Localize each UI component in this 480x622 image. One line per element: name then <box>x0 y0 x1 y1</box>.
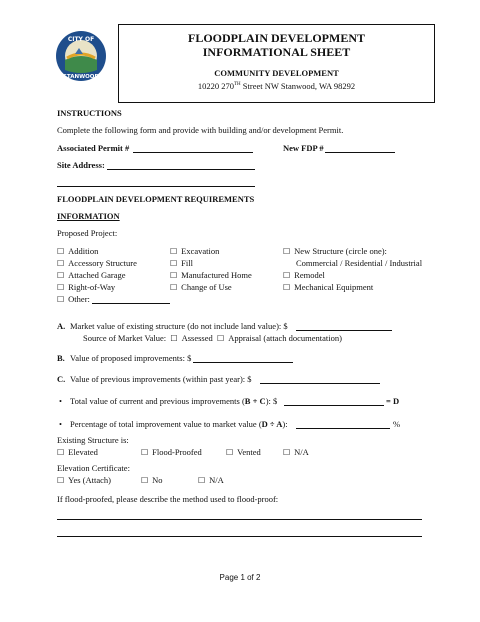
structure-type-choices[interactable]: Commercial / Residential / Industrial <box>296 258 423 268</box>
source-of-market-value: Source of Market Value: ☐ Assessed ☐ Appraisal (attach documentation) <box>83 333 342 343</box>
option-right-of-way[interactable]: ☐ Right-of-Way <box>57 282 116 292</box>
checkbox-icon[interactable]: ☐ <box>170 271 178 280</box>
department-address: 10220 270TH Street NW Stanwood, WA 98292 <box>197 80 356 91</box>
bullet-icon: • <box>59 419 62 429</box>
option-other[interactable]: ☐ Other: <box>57 294 90 304</box>
checkbox-icon[interactable]: ☐ <box>198 476 206 485</box>
instructions-text: Complete the following form and provide with building and/or development Permit. <box>57 125 344 135</box>
seal-top-text: CITY OF <box>67 36 95 43</box>
proposed-project-label: Proposed Project: <box>57 228 118 238</box>
header-box <box>118 24 435 103</box>
checkbox-icon[interactable]: ☐ <box>57 295 65 304</box>
other-field[interactable] <box>92 294 170 304</box>
percentage-text: Percentage of total improvement value to market value (D ÷ A): <box>70 419 288 429</box>
percentage-suffix: % <box>393 419 401 429</box>
elevation-certificate-label: Elevation Certificate: <box>57 463 130 473</box>
checkbox-icon[interactable]: ☐ <box>170 283 178 292</box>
existing-structure-label: Existing Structure is: <box>57 435 129 445</box>
checkbox-icon[interactable]: ☐ <box>283 271 291 280</box>
checkbox-icon[interactable]: ☐ <box>283 247 291 256</box>
total-suffix: = D <box>386 396 400 406</box>
existing-vented[interactable]: ☐ Vented <box>226 447 261 457</box>
existing-na[interactable]: ☐ N/A <box>283 447 309 457</box>
checkbox-icon[interactable]: ☐ <box>57 476 65 485</box>
checkbox-icon[interactable]: ☐ <box>57 271 65 280</box>
checkbox-icon[interactable]: ☐ <box>57 448 65 457</box>
checkbox-icon[interactable]: ☐ <box>57 259 65 268</box>
checkbox-icon[interactable]: ☐ <box>141 448 149 457</box>
new-fdp-label: New FDP # <box>283 143 324 153</box>
requirements-heading: FLOODPLAIN DEVELOPMENT REQUIREMENTS <box>57 194 255 204</box>
item-b-text: Value of proposed improvements: $ <box>70 353 192 363</box>
option-fill[interactable]: ☐ Fill <box>170 258 193 268</box>
floodproof-label: If flood-proofed, please describe the method used to flood-proof: <box>57 494 279 504</box>
checkbox-icon[interactable]: ☐ <box>217 334 225 343</box>
source-assessed[interactable]: Assessed <box>181 333 213 343</box>
item-b-label: B. <box>57 353 65 363</box>
existing-elevated[interactable]: ☐ Elevated <box>57 447 98 457</box>
city-seal-logo <box>55 30 107 82</box>
previous-improvements-field[interactable] <box>260 374 380 384</box>
checkbox-icon[interactable]: ☐ <box>283 448 291 457</box>
checkbox-icon[interactable]: ☐ <box>170 247 178 256</box>
floodproof-line-2[interactable] <box>57 536 422 537</box>
title-line-2: INFORMATIONAL SHEET <box>202 45 351 59</box>
checkbox-icon[interactable]: ☐ <box>226 448 234 457</box>
option-change-of-use[interactable]: ☐ Change of Use <box>170 282 232 292</box>
site-address-label: Site Address: <box>57 160 105 170</box>
option-new-structure[interactable]: ☐ New Structure (circle one): <box>283 246 387 256</box>
source-appraisal[interactable]: Appraisal (attach documentation) <box>228 333 342 343</box>
floodproof-line-1[interactable] <box>57 519 422 520</box>
market-value-field[interactable] <box>296 321 392 331</box>
checkbox-icon[interactable]: ☐ <box>57 283 65 292</box>
checkbox-icon[interactable]: ☐ <box>57 247 65 256</box>
item-a-label: A. <box>57 321 66 331</box>
associated-permit-field[interactable] <box>133 143 253 153</box>
item-c-label: C. <box>57 374 66 384</box>
option-manufactured-home[interactable]: ☐ Manufactured Home <box>170 270 252 280</box>
option-mechanical-equipment[interactable]: ☐ Mechanical Equipment <box>283 282 374 292</box>
item-c-text: Value of previous improvements (within past year): $ <box>70 374 252 384</box>
page-number: Page 1 of 2 <box>219 573 261 582</box>
total-value-text: Total value of current and previous improvements (B + C): $ <box>70 396 278 406</box>
option-excavation[interactable]: ☐ Excavation <box>170 246 220 256</box>
checkbox-icon[interactable]: ☐ <box>170 334 178 343</box>
percentage-field[interactable] <box>296 419 390 429</box>
elevation-yes[interactable]: ☐ Yes (Attach) <box>57 475 111 485</box>
item-a-text: Market value of existing structure (do not include land value): $ <box>70 321 288 331</box>
option-remodel[interactable]: ☐ Remodel <box>283 270 325 280</box>
checkbox-icon[interactable]: ☐ <box>170 259 178 268</box>
bullet-icon: • <box>59 396 62 406</box>
title-line-1: FLOODPLAIN DEVELOPMENT <box>187 31 365 45</box>
associated-permit-label: Associated Permit # <box>57 143 130 153</box>
option-addition[interactable]: ☐ Addition <box>57 246 99 256</box>
elevation-no[interactable]: ☐ No <box>141 475 163 485</box>
option-attached-garage[interactable]: ☐ Attached Garage <box>57 270 126 280</box>
information-heading: INFORMATION <box>57 211 120 221</box>
instructions-heading: INSTRUCTIONS <box>57 108 122 118</box>
proposed-improvements-field[interactable] <box>193 353 293 363</box>
seal-bottom-text: STANWOOD <box>62 74 100 80</box>
checkbox-icon[interactable]: ☐ <box>283 283 291 292</box>
department-name: COMMUNITY DEVELOPMENT <box>214 68 339 78</box>
total-value-field[interactable] <box>284 396 384 406</box>
site-address-field[interactable] <box>107 160 255 170</box>
existing-flood-proofed[interactable]: ☐ Flood-Proofed <box>141 447 202 457</box>
elevation-na[interactable]: ☐ N/A <box>198 475 224 485</box>
checkbox-icon[interactable]: ☐ <box>141 476 149 485</box>
option-accessory-structure[interactable]: ☐ Accessory Structure <box>57 258 137 268</box>
site-address-line-2[interactable] <box>57 186 255 187</box>
new-fdp-field[interactable] <box>325 143 395 153</box>
